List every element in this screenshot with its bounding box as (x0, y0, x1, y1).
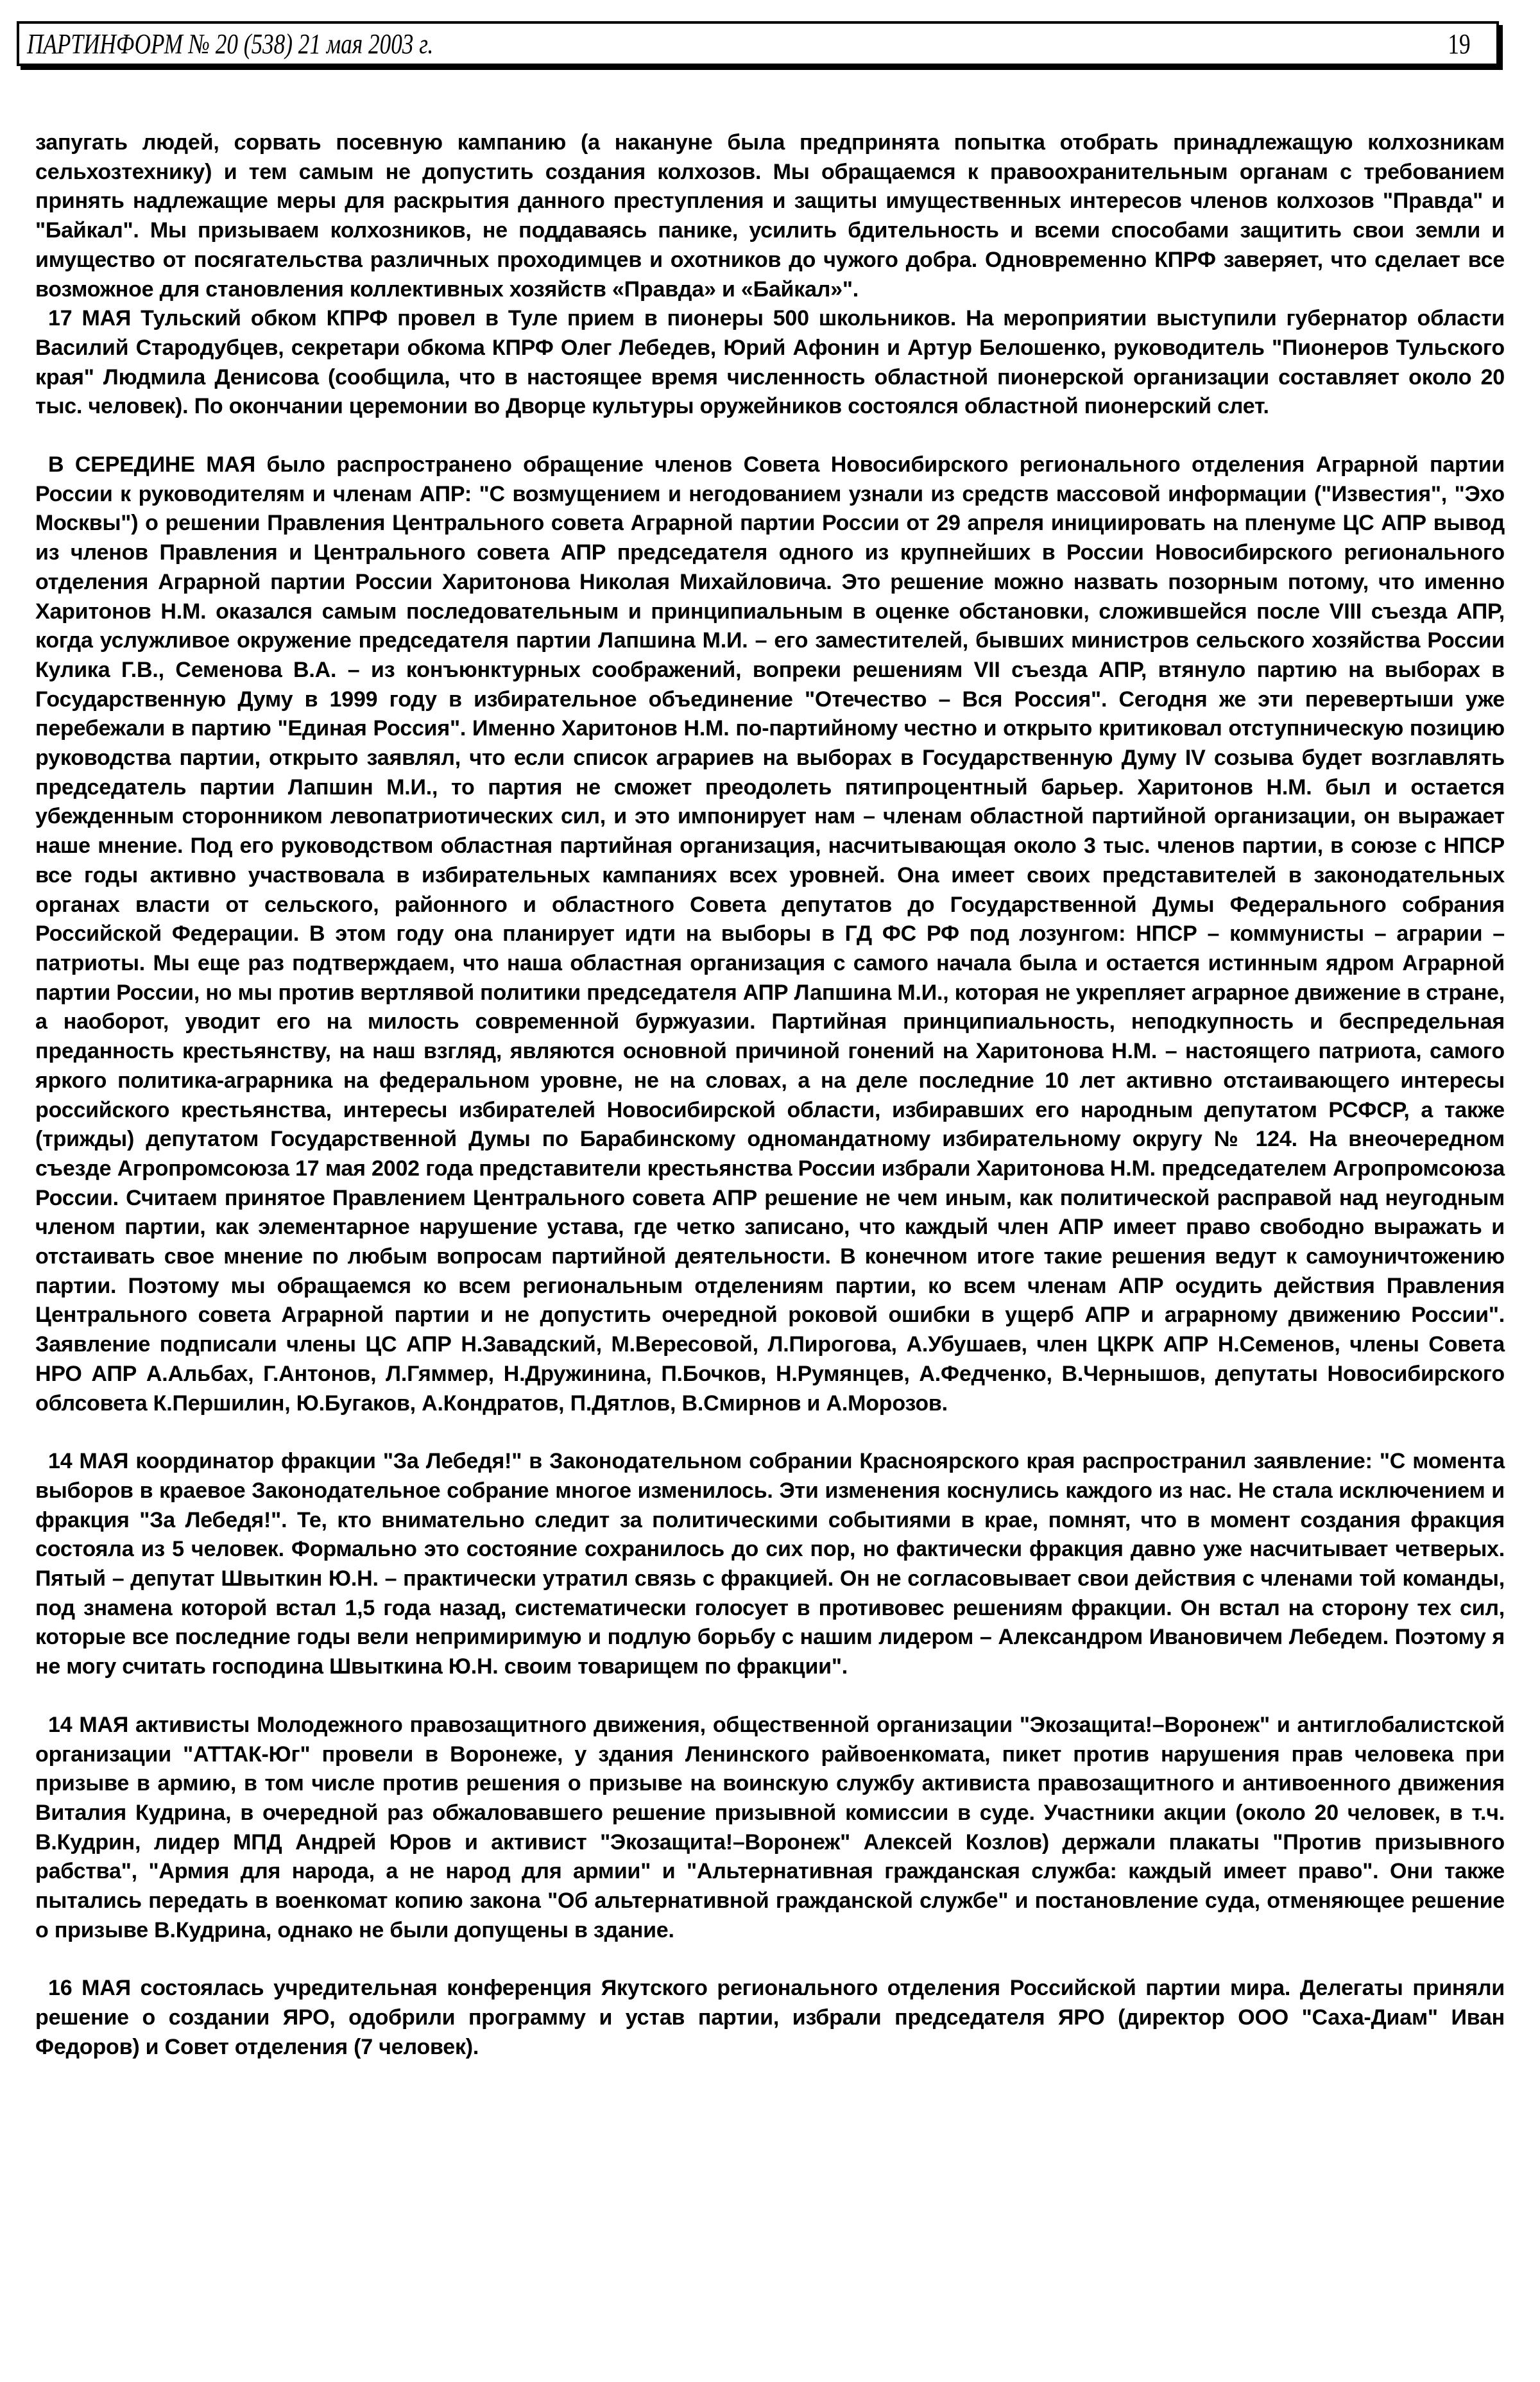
paragraph-yakutsk-conference: 16 МАЯ состоялась учредительная конференция Якутского регионального отделения Российской партии мира. Делегаты приняли решение о создании ЯРО, одобрили программу и устав партии, избрали председателя ЯРО (директор ООО "Саха-Диам" Иван Федоров) и Совет отделения (7 человек). (35, 1976, 1505, 2059)
page-number: 19 (1448, 28, 1471, 60)
page-header (17, 21, 1499, 66)
article-body (35, 128, 1505, 2062)
paragraph-continuation: запугать людей, сорвать посевную кампанию (а накануне была предпринята попытка отобрать принадлежащую колхозникам сельхозтехнику) и тем самым не допустить создания колхозов. Мы обращаемся к правоохранительным органам с требованием принять надлежащие меры для раскрытия данного преступления и защиты имущественных интересов членов колхозов "Правда" и "Байкал". Мы призываем колхозников, не поддаваясь панике, усилить бдительность и всеми способами защитить свои земли и имущество от посягательства различных проходимцев и охотников до чужого добра. Одновременно КПРФ заверяет, что сделает все возможное для становления коллективных хозяйств «Правда» и «Байкал»". (35, 130, 1505, 302)
paragraph-krasnoyarsk-faction: 14 МАЯ координатор фракции "За Лебедя!" в Законодательном собрании Красноярского края распространил заявление: "С момента выборов в краевое Законодательное собрание многое изменилось. Эти изменения коснулись каждого из нас. Не стала исключением и фракция "За Лебедя!". Те, кто внимательно следит за политическими событиями в крае, помнят, что в момент создания фракция состояла из 5 человек. Формально это состояние сохранилось до сих пор, но фактически фракция давно уже насчитывает четверых. Пятый – депутат Швыткин Ю.Н. – практически утратил связь с фракцией. Он не согласовывает свои действия с членами той команды, под знамена которой встал 1,5 года назад, систематически голосует в противовес решениям фракции. Он встал на сторону тех сил, которые все последние годы вели непримиримую и подлую борьбу с нашим лидером – Александром Ивановичем Лебедем. Поэтому я не могу считать господина Швыткина Ю.Н. своим товарищем по фракции". (35, 1449, 1505, 1679)
publication-title: ПАРТИНФОРМ № 20 (538) 21 мая 2003 г. (27, 28, 434, 60)
paragraph-novosibirsk-apr: В СЕРЕДИНЕ МАЯ было распространено обращение членов Совета Новосибирского регионального отделения Аграрной партии России к руководителям и членам АПР: "С возмущением и негодованием узнали из средств массовой информации ("Известия", "Эхо Москвы") о решении Правления Центрального совета Аграрной партии России от 29 апреля инициировать на пленуме ЦС АПР вывод из членов Правления и Центрального совета АПР председателя одного из крупнейших в России Новосибирского регионального отделения Аграрной партии России Харитонова Николая Михайловича. Это решение можно назвать позорным потому, что именно Харитонов Н.М. оказался самым последовательным и принципиальным в оценке обстановки, сложившейся после VIII съезда АПР, когда услужливое окружение председателя партии Лапшина М.И. – его заместителей, бывших министров сельского хозяйства России Кулика Г.В., Семенова В.А. – из конъюнктурных соображений, вопреки решениям VII съезда АПР, втянуло партию на выборах в Государственную Думу в 1999 году в избирательное объединение "Отечество – Вся Россия". Сегодня же эти перевертыши уже перебежали в партию "Единая Россия". Именно Харитонов Н.М. по-партийному честно и открыто критиковал отступническую позицию руководства партии, открыто заявлял, что если список аграриев на выборах в Государственную Думу IV созыва будет возглавлять председатель партии Лапшин М.И., то партия не сможет преодолеть пятипроцентный барьер. Харитонов Н.М. был и остается убежденным сторонником левопатриотических сил, и это импонирует нам – членам областной партийной организации, он выражает наше мнение. Под его руководством областная партийная организация, насчитывающая около 3 тыс. членов партии, в союзе с НПСР все годы активно участвовала в избирательных кампаниях всех уровней. Она имеет своих представителей в законодательных органах власти от сельского, районного и областного Совета депутатов до Государственной Думы Федерального собрания Российской Федерации. В этом году она планирует идти на выборы в ГД ФС РФ под лозунгом: НПСР – коммунисты – аграрии – патриоты. Мы еще раз подтверждаем, что наша областная организация с самого начала была и остается истинным ядром Аграрной партии России, но мы против вертлявой политики председателя АПР Лапшина М.И., которая не укрепляет аграрное движение в стране, а наоборот, уводит его на милость современной буржуазии. Партийная принципиальность, неподкупность и беспредельная преданность крестьянству, на наш взгляд, являются основной причиной гонений на Харитонова Н.М. – настоящего патриота, самого яркого политика-аграрника на федеральном уровне, не на словах, а на деле последние 10 лет активно отстаивающего интересы российского крестьянства, интересы избирателей Новосибирской области, избиравших его народным депутатом РСФСР, а также (трижды) депутатом Государственной Думы по Барабинскому одномандатному избирательному округу № 124. На внеочередном съезде Агропромсоюза 17 мая 2002 года представители крестьянства России избрали Харитонова Н.М. председателем Агропромсоюза России. Считаем принятое Правлением Центрального совета АПР решение не чем иным, как политической расправой над неугодным членом партии, как элементарное нарушение устава, где четко записано, что каждый член АПР имеет право свободно выражать и отстаивать свое мнение по любым вопросам партийной деятельности. В конечном итоге такие решения ведут к самоуничтожению партии. Поэтому мы обращаемся ко всем региональным отделениям партии, ко всем членам АПР осудить действия Правления Центрального совета Аграрной партии и не допустить очередной роковой ошибки в ущерб АПР и аграрному движению России". Заявление подписали члены ЦС АПР Н.Завадский, М.Вересовой, Л.Пирогова, А.Убушаев, член ЦКРК АПР Н.Семенов, члены Совета НРО АПР А.Альбах, Г.Антонов, Л.Гяммер, Н.Дружинина, П.Бочков, Н.Румянцев, А.Федченко, В.Чернышов, депутаты Новосибирского облсовета К.Першилин, Ю.Бугаков, А.Кондратов, П.Дятлов, В.Смирнов и А.Морозов. (35, 452, 1505, 1416)
paragraph-voronezh-picket: 14 МАЯ активисты Молодежного правозащитного движения, общественной организации "Экозащита!–Воронеж" и антиглобалистской организации "АТТАК-Юг" провели в Воронеже, у здания Ленинского райвоенкомата, пикет против нарушения прав человека при призыве в армию, в том числе против решения о призыве на воинскую службу активиста правозащитного и антивоенного движения Виталия Кудрина, в очередной раз обжаловавшего решение призывной комиссии в суде. Участники акции (около 20 человек, в т.ч. В.Кудрин, лидер МПД Андрей Юров и активист "Экозащита!–Воронеж" Алексей Козлов) держали плакаты "Против призывного рабства", "Армия для народа, а не народ для армии" и "Альтернативная гражданская служба: каждый имеет право". Они также пытались передать в военкомат копию закона "Об альтернативной гражданской службе" и постановление суда, отменяющее решение о призыве В.Кудрина, однако не были допущены в здание. (35, 1712, 1505, 1942)
paragraph-tula-pioneers: 17 МАЯ Тульский обком КПРФ провел в Туле прием в пионеры 500 школьников. На мероприятии выступили губернатор области Василий Стародубцев, секретари обкома КПРФ Олег Лебедев, Юрий Афонин и Артур Белошенко, руководитель "Пионеров Тульского края" Людмила Денисова (сообщила, что в настоящее время численность областной пионерской организации составляет около 20 тыс. человек). По окончании церемонии во Дворце культуры оружейников состоялся областной пионерский слет. (35, 306, 1505, 419)
